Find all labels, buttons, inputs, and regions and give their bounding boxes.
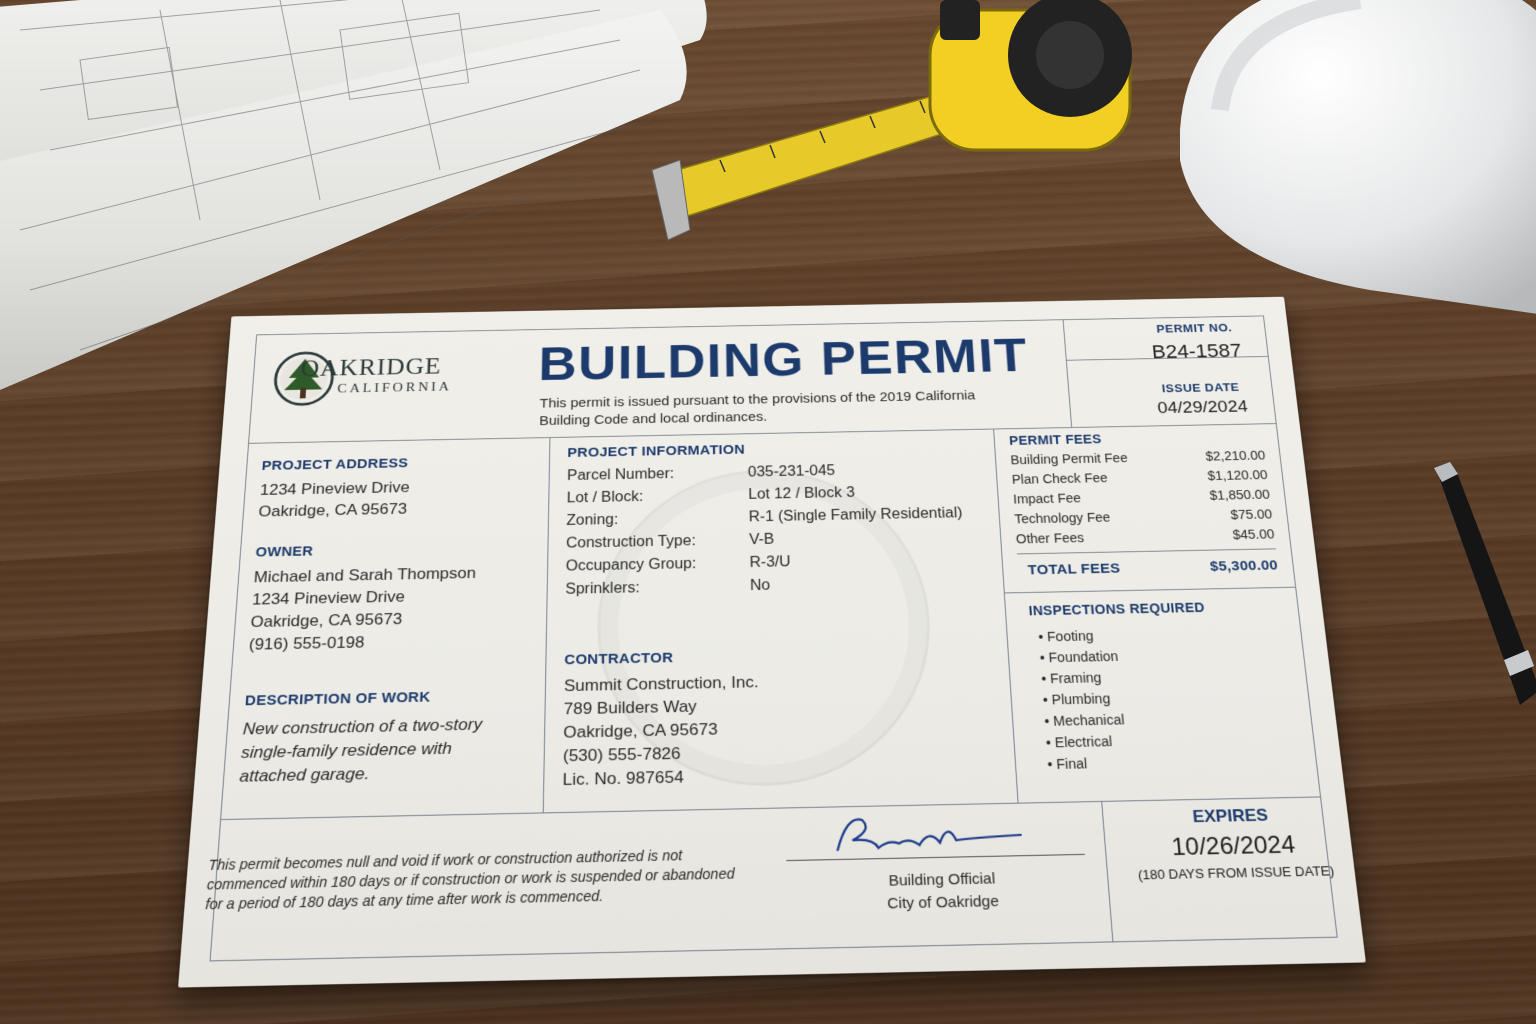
fee-amount: $1,850.00: [1208, 486, 1271, 503]
inspection-item: • Footing: [1037, 628, 1094, 645]
permit-no-value: B24-1587: [1150, 339, 1243, 363]
fee-amount: $2,210.00: [1204, 447, 1266, 464]
project-info-key: Parcel Number:: [566, 466, 675, 484]
inspection-item: • Framing: [1040, 669, 1102, 687]
description-line3: attached garage.: [238, 764, 370, 786]
inspection-item: • Electrical: [1045, 733, 1113, 751]
owner-line2: Oakridge, CA 95673: [249, 610, 403, 631]
project-info-label: PROJECT INFORMATION: [567, 442, 746, 461]
fee-name: Impact Fee: [1012, 490, 1082, 507]
project-info-key: Occupancy Group:: [565, 556, 697, 575]
project-info-value: R-3/U: [749, 554, 791, 571]
project-info-value: R-1 (Single Family Residential): [748, 505, 963, 526]
project-address-line2: Oakridge, CA 95673: [257, 500, 408, 521]
total-fees-value: $5,300.00: [1209, 557, 1279, 575]
fee-amount: $45.00: [1231, 526, 1276, 542]
project-address-label: PROJECT ADDRESS: [261, 455, 409, 474]
contractor-phone: (530) 555-7826: [562, 744, 681, 766]
inspections-label: INSPECTIONS REQUIRED: [1028, 599, 1206, 619]
project-info-key: Lot / Block:: [566, 489, 644, 507]
permit-subtitle: This permit is issued pursuant to the provisions of the 2019 California Building Code and local ordinances.: [539, 388, 976, 429]
contractor-line2: Oakridge, CA 95673: [563, 719, 718, 742]
validity-note: This permit becomes null and void if work or construction authorized is not commenced within 180 days or if construction or work is suspended or abandoned for a period of 180 days at any time after work is commenced.: [204, 846, 735, 913]
contractor-line1: 789 Builders Way: [563, 697, 697, 719]
total-fees-label: TOTAL FEES: [1027, 560, 1122, 579]
signature-name: Building Official: [888, 870, 996, 890]
signature-label: [828, 867, 1058, 917]
fee-name: Plan Check Fee: [1011, 470, 1109, 487]
project-info-value: Lot 12 / Block 3: [748, 485, 856, 503]
fee-amount: $1,120.00: [1206, 467, 1269, 483]
signature-icon: [826, 806, 1034, 861]
owner-phone: (916) 555-0198: [248, 633, 365, 654]
fee-amount: $75.00: [1229, 506, 1273, 522]
project-info-value: No: [749, 577, 771, 594]
contractor-label: CONTRACTOR: [564, 649, 674, 669]
contractor-license: Lic. No. 987654: [562, 767, 684, 790]
owner-line1: 1234 Pineview Drive: [251, 587, 406, 609]
page-title: BUILDING PERMIT: [537, 327, 1030, 391]
building-permit-document: [178, 297, 1366, 988]
expires-date: 10/26/2024: [1170, 831, 1297, 862]
inspection-item: • Final: [1046, 755, 1088, 773]
issue-date-value: 04/29/2024: [1156, 397, 1249, 418]
contractor-name: Summit Construction, Inc.: [563, 672, 759, 695]
inspection-item: • Mechanical: [1043, 711, 1126, 729]
signature-org: City of Oakridge: [886, 892, 1000, 913]
permit-fees-label: PERMIT FEES: [1008, 431, 1103, 448]
fee-name: Technology Fee: [1014, 509, 1111, 527]
project-info-value: V-B: [749, 531, 775, 548]
project-address-line1: 1234 Pineview Drive: [259, 478, 411, 499]
project-info-key: Sprinklers:: [565, 580, 640, 598]
owner-name: Michael and Sarah Thompson: [253, 564, 477, 587]
expires-label: EXPIRES: [1191, 805, 1269, 827]
permit-no-label: PERMIT NO.: [1155, 321, 1233, 336]
owner-label: OWNER: [255, 543, 314, 561]
fee-name: Other Fees: [1015, 530, 1085, 547]
org-name: OAKRIDGE: [299, 352, 442, 382]
project-info-value: 035-231-045: [747, 463, 836, 481]
description-label: DESCRIPTION OF WORK: [244, 689, 431, 710]
description-line2: single-family residence with: [240, 738, 453, 762]
project-info-key: Construction Type:: [565, 533, 696, 552]
inspection-item: • Plumbing: [1042, 690, 1111, 708]
issue-date-label: ISSUE DATE: [1161, 380, 1241, 395]
inspection-item: • Foundation: [1039, 648, 1119, 666]
expires-note: (180 DAYS FROM ISSUE DATE): [1137, 863, 1335, 883]
description-line1: New construction of a two-story: [242, 714, 483, 739]
project-info-key: Zoning:: [566, 512, 619, 529]
fee-name: Building Permit Fee: [1010, 450, 1129, 468]
org-subtitle: CALIFORNIA: [336, 380, 453, 396]
